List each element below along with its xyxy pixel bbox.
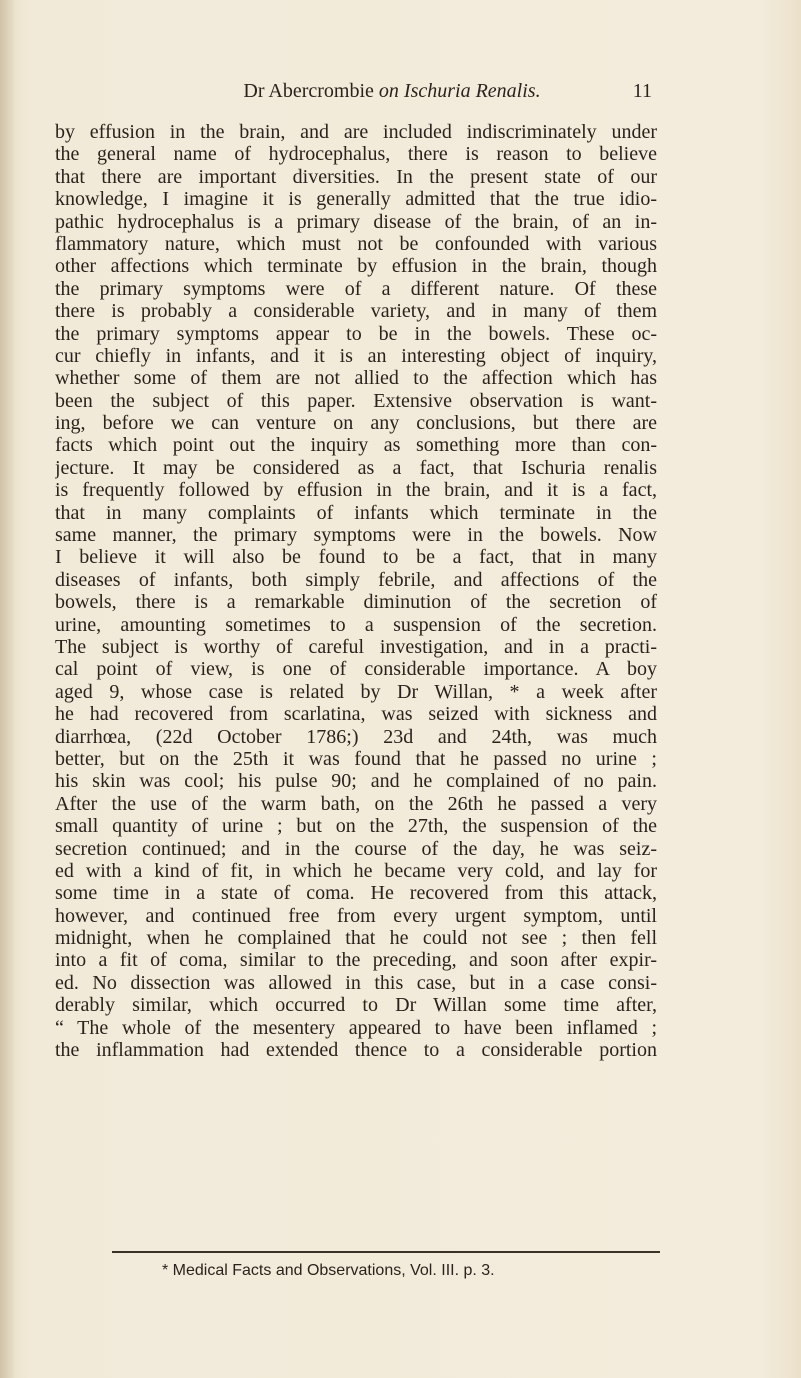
header-subject: Ischuria Renalis. (403, 80, 541, 102)
body-line: by effusion in the brain, and are included indiscriminately under (55, 121, 657, 143)
body-line: After the use of the warm bath, on the 26th he passed a very (55, 792, 657, 815)
body-line: bowels, there is a remarkable diminution of the secretion of (55, 591, 657, 614)
body-line: been the subject of this paper. Extensive observation is want- (55, 389, 657, 412)
body-line: midnight, when he complained that he could not see ; then fell (55, 927, 657, 950)
footnote: * Medical Facts and Observations, Vol. III. p. 3. (162, 1262, 495, 1279)
body-line: secretion continued; and in the course of the day, he was seiz- (55, 837, 657, 860)
footnote-rule (112, 1251, 660, 1253)
body-line: the inflammation had extended thence to a considerable portion (55, 1039, 657, 1062)
body-line: into a fit of coma, similar to the preceding, and soon after expir- (55, 949, 657, 972)
running-header (132, 80, 652, 110)
body-line: other affections which terminate by effusion in the brain, though (55, 255, 657, 278)
header-on: on (378, 80, 399, 102)
body-line: urine, amounting sometimes to a suspension of the secretion. (55, 613, 657, 636)
body-line: there is probably a considerable variety, and in many of them (55, 300, 657, 323)
body-line: diarrhœa, (22d October 1786;) 23d and 24th, was much (55, 725, 657, 748)
body-line: his skin was cool; his pulse 90; and he complained of no pain. (55, 770, 657, 793)
body-line: that in many complaints of infants which terminate in the (55, 501, 657, 524)
body-line: derably similar, which occurred to Dr Willan some time after, (55, 994, 657, 1017)
body-line: the primary symptoms appear to be in the bowels. These oc- (55, 322, 657, 345)
running-title (132, 80, 652, 103)
body-line: I believe it will also be found to be a fact, that in many (55, 546, 657, 569)
body-line: diseases of infants, both simply febrile, and affections of the (55, 568, 657, 591)
page-binding-edge (0, 0, 14, 1378)
body-line: the general name of hydrocephalus, there is reason to believe (55, 143, 657, 166)
body-line: knowledge, I imagine it is generally admitted that the true idio- (55, 188, 657, 211)
body-line: the primary symptoms were of a different nature. Of these (55, 277, 657, 300)
body-line: that there are important diversities. In the present state of our (55, 165, 657, 188)
body-line: he had recovered from scarlatina, was seized with sickness and (55, 703, 657, 726)
body-line: whether some of them are not allied to the affection which has (55, 367, 657, 390)
body-line: however, and continued free from every urgent symptom, until (55, 904, 657, 927)
body-line: aged 9, whose case is related by Dr Willan, * a week after (55, 680, 657, 703)
body-line: “ The whole of the mesentery appeared to have been inflamed ; (55, 1016, 657, 1039)
body-line: cal point of view, is one of considerable importance. A boy (55, 658, 657, 681)
body-line: flammatory nature, which must not be confounded with various (55, 232, 657, 255)
body-line: some time in a state of coma. He recovered from this attack, (55, 882, 657, 905)
body-line: ed with a kind of fit, in which he became very cold, and lay for (55, 859, 657, 882)
body-line: The subject is worthy of careful investigation, and in a practi- (55, 635, 657, 658)
body-line: cur chiefly in infants, and it is an interesting object of inquiry, (55, 344, 657, 367)
body-line: better, but on the 25th it was found that he passed no urine ; (55, 747, 657, 770)
body-line: ing, before we can venture on any conclusions, but there are (55, 412, 657, 435)
body-line: ed. No dissection was allowed in this case, but in a case consi- (55, 971, 657, 994)
body-line: small quantity of urine ; but on the 27th, the suspension of the (55, 815, 657, 838)
header-author: Dr Abercrombie (243, 80, 374, 102)
page-number: 11 (632, 80, 652, 102)
body-line: pathic hydrocephalus is a primary disease of the brain, of an in- (55, 210, 657, 233)
body-line: same manner, the primary symptoms were in the bowels. Now (55, 524, 657, 547)
body-line: facts which point out the inquiry as something more than con- (55, 434, 657, 457)
body-line: jecture. It may be considered as a fact, that Ischuria renalis (55, 456, 657, 479)
body-text (55, 121, 657, 1061)
body-line: is frequently followed by effusion in the brain, and it is a fact, (55, 479, 657, 502)
